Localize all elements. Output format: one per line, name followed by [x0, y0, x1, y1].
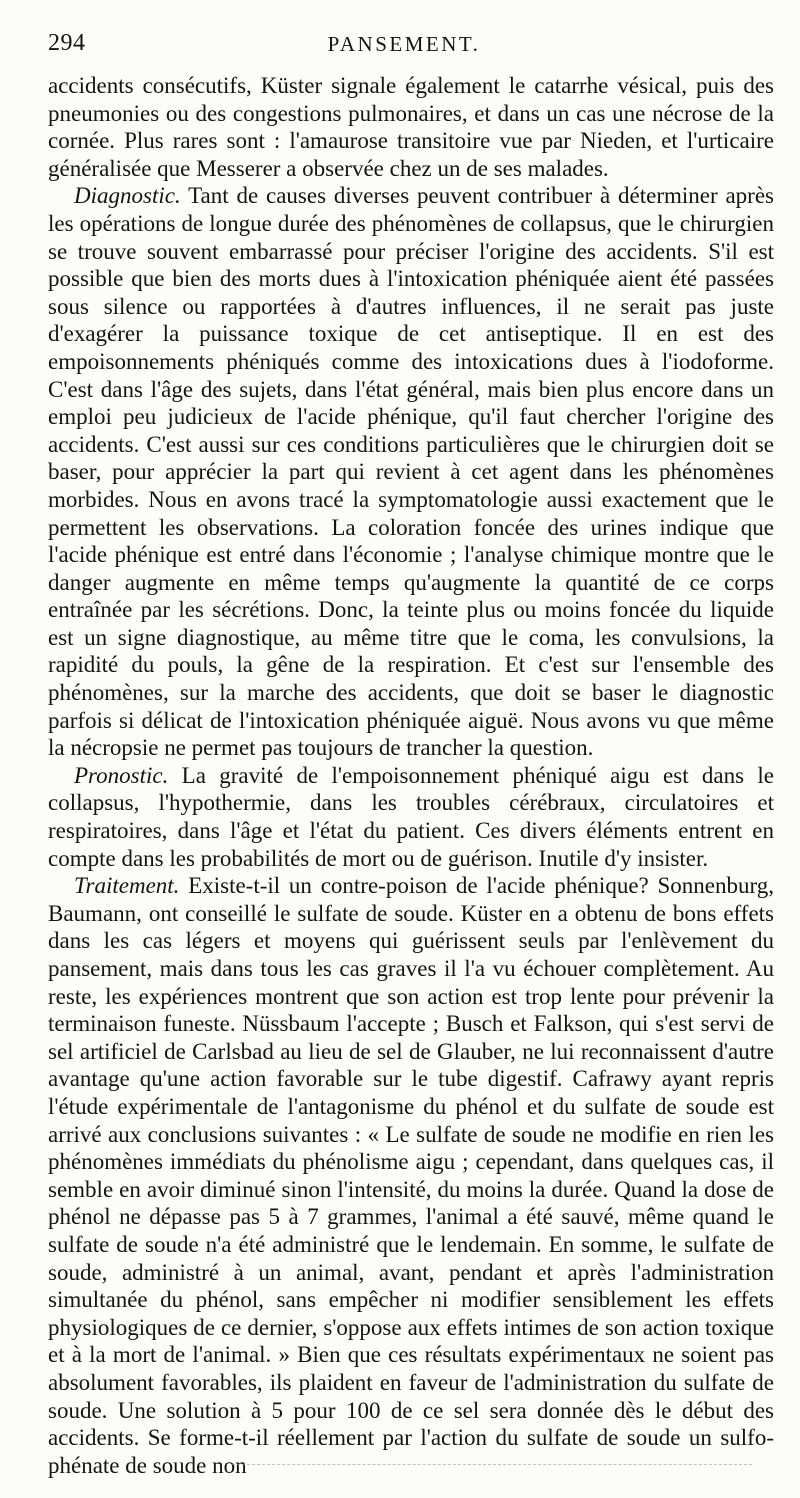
paragraph-text: Tant de causes diverses peuvent contribuer à déterminer après les opérations de longue durée des phénomènes de collapsus, que le chirurgien se trouve souvent embarrassé pour préciser l'origine des accidents. S'il est possible que bien des morts dues à l'intoxication phéniquée aient été passées sous silence ou rapportées à d'autres influences, il ne serait pas juste d'exagérer la puissance toxique de cet antiseptique. Il en est des empoisonnements phéniqués comme des intoxications dues à l'iodoforme. C'est dans l'âge des sujets, dans l'état général, mais bien plus encore dans un emploi peu judicieux de l'acide phénique, qu'il faut chercher l'origine des accidents. C'est aussi sur ces conditions particulières que le chirurgien doit se baser, pour apprécier la part qui revient à cet agent dans les phénomènes morbides. Nous en avons tracé la symptomatologie aussi exactement que le permettent les observations. La coloration foncée des urines indique que l'acide phénique est entré dans l'économie ; l'analyse chimique montre que le danger augmente en même temps qu'augmente la quantité de ce corps entraînée par les sécrétions. Donc, la teinte plus ou moins foncée du liquide est un signe diagnostique, au même titre que le coma, les convulsions, la rapidité du pouls, la gêne de la respiration. Et c'est sur l'ensemble des phénomènes, sur la marche des accidents, que doit se baser le diagnostic parfois si délicat de l'intoxication phéniquée aiguë. Nous avons vu que même la nécropsie ne permet pas toujours de trancher la question.: [48, 183, 774, 761]
page-number: 294: [48, 30, 86, 56]
paragraph-text: La gravité de l'empoisonnement phéniqué aigu est dans le collapsus, l'hypothermie, dans les troubles cérébraux, circulatoires et respiratoires, dans l'âge et l'état du patient. Ces divers éléments entrent en compte dans les probabilités de mort ou de guérison. Inutile d'y insister.: [48, 762, 774, 871]
section-heading-diagnostic: Diagnostic.: [74, 183, 181, 209]
paragraph-text: accidents consécutifs, Küster signale également le catarrhe vésical, puis des pneumonies ou des congestions pulmonaires, et dans un cas une nécrose de la cornée. Plus rares sont : l'amaurose transitoire vue par Nieden, et l'urticaire généralisée que Messerer a observée chez un de ses malades.: [48, 73, 774, 181]
section-heading-traitement: Traitement.: [74, 873, 180, 899]
body-text: [48, 72, 774, 1479]
paragraph-continuation: [48, 72, 774, 182]
paragraph-diagnostic: [48, 182, 774, 761]
section-heading-pronostic: Pronostic.: [74, 762, 169, 788]
paragraph-pronostic: [48, 762, 774, 872]
running-title: PANSEMENT.: [327, 32, 481, 56]
paragraph-text: Existe-t-il un contre-poison de l'acide phénique? Sonnenburg, Baumann, ont conseillé le sulfate de soude. Küster en a obtenu de bons effets dans les cas légers et moyens qui guérissent seuls par l'enlèvement du pansement, mais dans tous les cas graves il l'a vu échouer complètement. Au reste, les expériences montrent que son action est trop lente pour prévenir la terminaison funeste. Nüssbaum l'accepte ; Busch et Falkson, qui s'est servi de sel artificiel de Carlsbad au lieu de sel de Glauber, ne lui reconnaissent d'autre avantage qu'une action favorable sur le tube digestif. Cafrawy ayant repris l'étude expérimentale de l'antagonisme du phénol et du sulfate de soude est arrivé aux conclusions suivantes : « Le sulfate de soude ne modifie en rien les phénomènes immédiats du phénolisme aigu ; cependant, dans quelques cas, il semble en avoir diminué sinon l'intensité, du moins la durée. Quand la dose de phénol ne dépasse pas 5 à 7 grammes, l'animal a été sauvé, même quand le sulfate de soude n'a été administré que le lendemain. En somme, le sulfate de soude, administré à un animal, avant, pendant et après l'administration simultanée du phénol, sans empêcher ni modifier sensiblement les effets physiologiques de ce dernier, s'oppose aux effets intimes de son action toxique et à la mort de l'animal. » Bien que ces résultats expérimentaux ne soient pas absolument favorables, ils plaident en faveur de l'administration du sulfate de soude. Une solution à 5 pour 100 de ce sel sera donnée dès le début des accidents. Se forme-t-il réellement par l'action du sulfate de soude un sulfo-phénate de soude non: [48, 873, 774, 1478]
page-header: [48, 30, 760, 64]
bleed-through-rule: [232, 1464, 752, 1465]
paragraph-traitement: [48, 872, 774, 1479]
